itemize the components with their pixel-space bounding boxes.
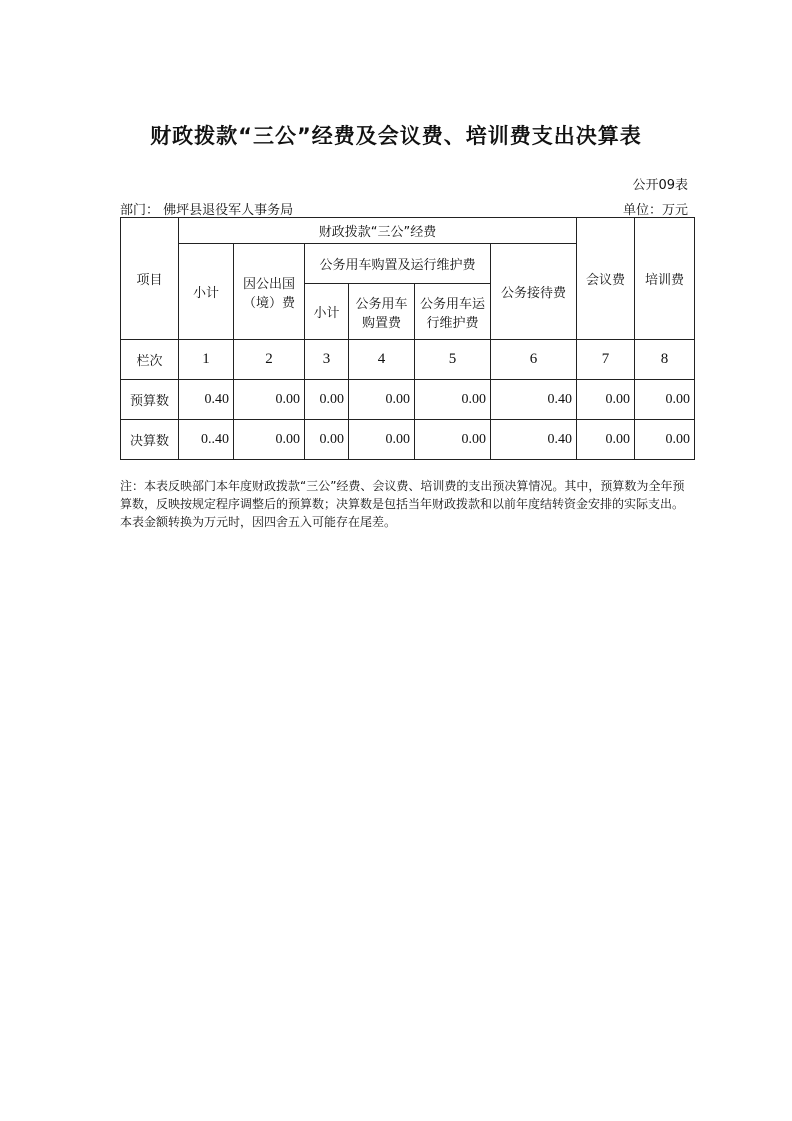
header-reception: 公务接待费 bbox=[491, 244, 577, 340]
cell: 0.00 bbox=[349, 380, 415, 420]
header-vehicle-operation: 公务用车运行维护费 bbox=[415, 284, 491, 340]
row-label: 决算数 bbox=[121, 420, 179, 460]
cell: 0.00 bbox=[635, 420, 695, 460]
cell: 0.00 bbox=[305, 420, 349, 460]
cell: 7 bbox=[577, 340, 635, 380]
cell: 0.00 bbox=[577, 380, 635, 420]
cell: 0.00 bbox=[349, 420, 415, 460]
unit-label: 单位：万元 bbox=[622, 203, 688, 218]
header-vehicle-purchase: 公务用车购置费 bbox=[349, 284, 415, 340]
cell: 1 bbox=[179, 340, 234, 380]
header-subtotal: 小计 bbox=[179, 244, 234, 340]
cell: 0..40 bbox=[179, 420, 234, 460]
cell: 2 bbox=[234, 340, 305, 380]
cell: 0.00 bbox=[305, 380, 349, 420]
cell: 0.00 bbox=[234, 420, 305, 460]
cell: 0.40 bbox=[491, 380, 577, 420]
department-label: 部门： 佛坪县退役军人事务局 bbox=[120, 203, 294, 218]
table-row-index bbox=[121, 340, 695, 380]
cell: 3 bbox=[305, 340, 349, 380]
header-abroad: 因公出国（境）费 bbox=[234, 244, 305, 340]
cell: 0.00 bbox=[234, 380, 305, 420]
cell: 6 bbox=[491, 340, 577, 380]
cell: 5 bbox=[415, 340, 491, 380]
row-label: 栏次 bbox=[121, 340, 179, 380]
expenditure-table bbox=[120, 217, 695, 460]
cell: 4 bbox=[349, 340, 415, 380]
header-vehicle-group: 公务用车购置及运行维护费 bbox=[305, 244, 491, 284]
header-three-public-group: 财政拨款“三公”经费 bbox=[179, 218, 577, 244]
cell: 8 bbox=[635, 340, 695, 380]
header-vehicle-subtotal: 小计 bbox=[305, 284, 349, 340]
cell: 0.40 bbox=[491, 420, 577, 460]
cell: 0.00 bbox=[635, 380, 695, 420]
cell: 0.00 bbox=[577, 420, 635, 460]
form-number: 公开09表 bbox=[632, 178, 688, 193]
cell: 0.40 bbox=[179, 380, 234, 420]
page-title: 财政拨款“三公”经费及会议费、培训费支出决算表 bbox=[150, 124, 642, 148]
cell: 0.00 bbox=[415, 380, 491, 420]
header-meeting: 会议费 bbox=[577, 218, 635, 340]
footnote: 注：本表反映部门本年度财政拨款“三公”经费、会议费、培训费的支出预决算情况。其中，预算数为全年预算数，反映按规定程序调整后的预算数；决算数是包括当年财政拨款和以前年度结转资金安排的实际支出。本表金额转换为万元时，因四舍五入可能存在尾差。 bbox=[120, 479, 685, 529]
header-item: 项目 bbox=[121, 218, 179, 340]
cell: 0.00 bbox=[415, 420, 491, 460]
row-label: 预算数 bbox=[121, 380, 179, 420]
table-row-budget bbox=[121, 380, 695, 420]
header-training: 培训费 bbox=[635, 218, 695, 340]
table-row-final bbox=[121, 420, 695, 460]
